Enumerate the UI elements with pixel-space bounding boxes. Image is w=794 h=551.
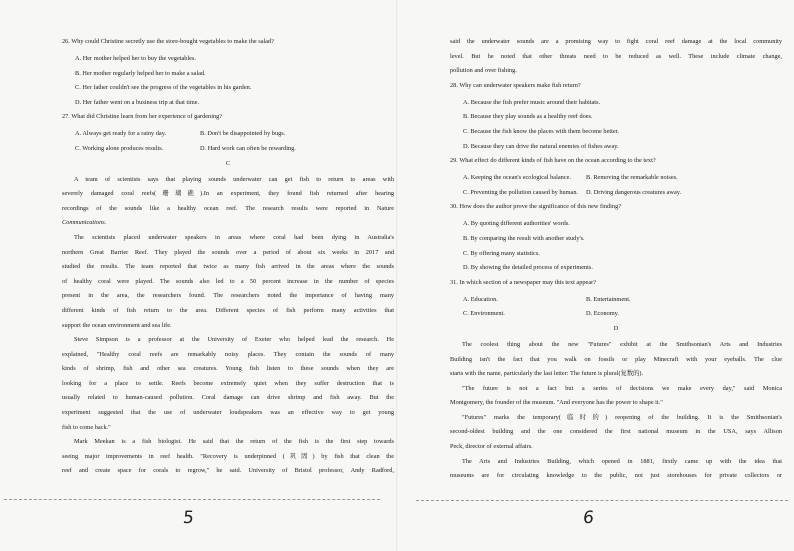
question-27-row-2 (62, 145, 394, 160)
question-31-stem: 31. In which section of a newspaper may this text appear? (450, 278, 597, 286)
passage-c-line: experiment suggested that the use of underwater loudspeakers was an effective way to get young (62, 409, 394, 417)
passage-c-line: looking for a place to settle. Reefs become extremely quiet when they suffer destruction that is (62, 379, 394, 387)
passage-c-line: Communications. (62, 219, 107, 227)
question-27-option-c: C. Working alone produces results. (75, 144, 164, 152)
passage-c-line: recordings of the sounds like a healthy ocean reef. The research results were reported in Nature (62, 204, 394, 212)
left-page (62, 38, 394, 482)
passage-c-line: severely damaged coral reefs(珊瑚礁).In an experiment, they found fish returned after hearing (62, 190, 394, 198)
question-26-option-a: A. Her mother helped her to buy the vegetables. (75, 55, 196, 62)
question-31-row-1 (450, 296, 782, 311)
right-page (450, 38, 782, 487)
question-29-row-1 (450, 174, 782, 189)
passage-d-line: Peck, director of external affairs. (450, 443, 533, 451)
question-28-option-b: B. Because they play sounds as a healthy reef does. (463, 113, 593, 121)
page-fold (396, 0, 398, 551)
passage-c-line: different kinds of fish return to the area. Different species of fish perform many activities that (62, 306, 394, 314)
section-d-heading: D (613, 324, 619, 332)
page-number-right: 6 (581, 508, 595, 528)
passage-c-line: northern Great Barrier Reef. They played the sounds over a period of about six weeks in 2017 and (62, 248, 394, 256)
passage-c-line: kinds of shrimp, fish and other sea creatures. Young fish listen to these sounds when they are (62, 365, 394, 373)
passage-c-line: fish to come back." (62, 423, 111, 431)
passage-d-line: Building isn't the fact that you walk on fossils or play Minecraft with your eyeballs. The clue (450, 355, 782, 363)
question-28-option-c: C. Because the fish know the places with them become better. (463, 127, 619, 135)
passage-c-line: studied the results. The team reported that twice as many fish arrived in the areas where the sounds (62, 263, 394, 271)
question-31-option-b: B. Entertainment. (586, 295, 631, 303)
passage-c-line: seeing major improvements in reef health. "Recovery is underpinned (巩固) by fish that clean the (62, 452, 394, 460)
question-29-option-b: B. Removing the remarkable noises. (586, 174, 678, 182)
question-29-option-a: A. Keeping the ocean's ecological balance. (463, 174, 571, 182)
question-29-stem: 29. What effect do different kinds of fish have on the ocean according to the text? (450, 157, 656, 165)
question-26-option-d: D. Her father went on a business trip at that time. (75, 98, 200, 106)
passage-c-line: support the ocean environment and sea life. (62, 321, 172, 329)
passage-d-line: second-oldest building and the one considered the first national museum in the USA, says Allison (450, 428, 782, 436)
question-31-option-a: A. Education. (463, 295, 498, 303)
question-27-row-1 (62, 130, 394, 145)
passage-c-line: usually related to human-caused pollution. Coral damage can drive shrimp and fish away. But the (62, 394, 394, 402)
passage-c-line: reef and create space for corals to regrow," he said. University of Bristol professor, Andy Radford, (62, 467, 394, 475)
passage-c-continued-line: said the underwater sounds are a promising way to fight coral reef damage at the local community (450, 38, 782, 45)
passage-d-line: museums are for circulating knowledge to the public, not just storehouses for private collectors or (450, 472, 782, 480)
question-30-option-d: D. By showing the detailed process of experiments. (463, 264, 593, 272)
passage-d-line: The Arts and Industries Building, which opened in 1881, firstly came up with the idea that (462, 457, 782, 465)
question-28-option-d: D. Because they can drive the natural enemies of fishes away. (463, 142, 619, 150)
question-30-option-b: B. By comparing the result with another study's. (463, 234, 585, 242)
question-28-option-a: A. Because the fish prefer music around their habitats. (463, 98, 601, 106)
question-26-option-b: B. Her mother regularly helped her to make a salad. (75, 69, 206, 77)
question-31-option-d: D. Economy. (586, 310, 619, 318)
passage-d-line: starts with the name, particularly the last letter: The future is plural(复数的). (450, 370, 644, 378)
passage-d-line: Montgomery, the founder of the museum. "And everyone has the power to shape it." (450, 399, 663, 407)
question-30-option-c: C. By offering many statistics. (463, 249, 540, 257)
passage-c-continued-line: level. But he noted that other threats need to be reduced as well. These include climate change, (450, 52, 782, 60)
passage-c-line: A team of scientists says that playing sounds underwater can get fish to return to areas with (74, 175, 394, 183)
passage-d-line: "Futures" marks the temporary(临时的) reopening of the building. It is the Smithsonian's (462, 413, 782, 421)
question-27-option-d: D. Hard work can often be rewarding. (200, 144, 296, 152)
question-27-option-b: B. Don't be disappointed by bugs. (200, 130, 286, 138)
passage-c-line: explained, "Healthy coral reefs are remarkably noisy places. They contain the sounds of many (62, 350, 394, 358)
footer-rule-right (416, 500, 788, 501)
section-c-heading: C (225, 159, 231, 167)
passage-d-line: The coolest thing about the new "Futures" exhibit at the Smithsonian's Arts and Industries (462, 340, 782, 348)
passage-c-continued-line: pollution and over fishing. (450, 67, 517, 75)
question-29-row-2 (450, 189, 782, 204)
question-27-stem: 27. What did Christine learn from her experience of gardening? (62, 113, 223, 121)
question-29-option-c: C. Preventing the pollution caused by human. (463, 188, 579, 196)
passage-c-line: Mark Meekan is a fish biologist. He said that the return of the fish is the first step towards (74, 438, 394, 446)
question-27-option-a: A. Always get ready for a rainy day. (75, 130, 167, 138)
question-30-stem: 30. How does the author prove the significance of this new finding? (450, 203, 622, 211)
passage-d-line: "The future is not a fact but a series of decisions we make every day," said Monica (462, 384, 782, 392)
question-30-option-a: A. By quoting different authorities' words. (463, 220, 570, 228)
passage-c-line: The scientists placed underwater speakers in areas where coral had been dying in Australia's (74, 233, 394, 241)
question-31-option-c: C. Environment. (463, 310, 505, 318)
passage-c-line: of healthy coral were played. The sounds also led to a 50 percent increase in the number of species (62, 277, 394, 285)
passage-c-line: present in the area, the researchers found. The researchers noted the importance of having many (62, 292, 394, 300)
question-28-stem: 28. Why can underwater speakers make fish return? (450, 81, 581, 89)
footer-rule-left (4, 499, 380, 500)
question-29-option-d: D. Driving dangerous creatures away. (586, 188, 682, 196)
question-31-row-2 (450, 310, 782, 325)
question-26-option-c: C. Her father couldn't see the progress of the vegetables in his garden. (75, 84, 252, 92)
passage-c-line: Steve Simpson is a professor at the University of Exeter who helped lead the research. He (74, 336, 394, 344)
page-number-left: 5 (181, 508, 195, 528)
question-26-stem: 26. Why could Christine secretly use the store-bought vegetables to make the salad? (62, 38, 274, 45)
